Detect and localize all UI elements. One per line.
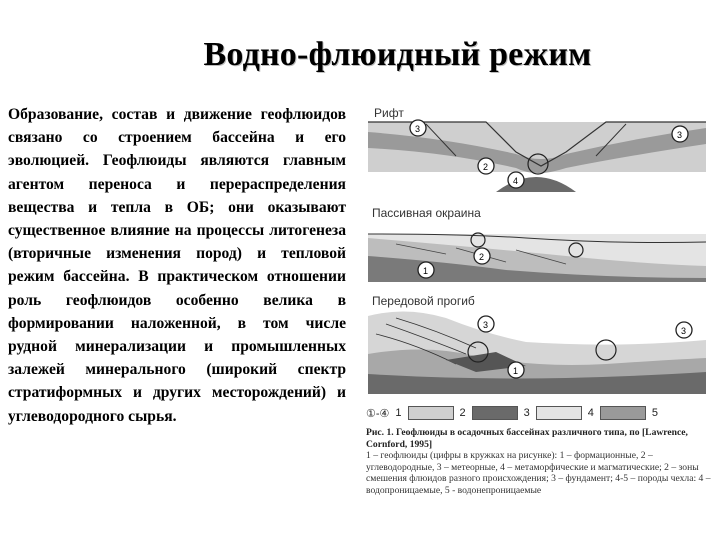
svg-text:3: 3 (681, 326, 687, 336)
rift-label: Рифт (374, 106, 404, 120)
legend-label-1: 1 (395, 407, 402, 419)
legend-label-5: 5 (651, 407, 659, 419)
legend-swatch-4 (536, 406, 582, 420)
legend-label-4: 4 (587, 407, 594, 419)
foreland-basin-diagram (366, 294, 708, 400)
foreland-basin-panel (366, 294, 708, 400)
svg-text:2: 2 (479, 252, 485, 262)
geofluid-figure (362, 104, 714, 524)
svg-text:1: 1 (423, 266, 429, 276)
foreland-basin-label: Передовой прогиб (372, 294, 475, 308)
page-title: Водно-флюидный режим (203, 36, 592, 73)
legend-label-3: 3 (523, 407, 530, 419)
legend-swatch-2 (408, 406, 454, 420)
figure-caption (366, 427, 714, 497)
passive-margin-panel (366, 204, 708, 286)
svg-text:1: 1 (513, 366, 519, 376)
caption-heading: Рис. 1. Геофлюиды в осадочных бассейнах различного типа, по [Lawrence, Cornford, 1995] (366, 427, 688, 450)
svg-text:2: 2 (483, 162, 489, 172)
legend-swatch-3 (472, 406, 518, 420)
body-paragraph: Образование, состав и движение геофлюидов связано со строением бассейна и его эволюцией. Геофлюиды являются главным агентом переноса и перераспределения вещества и тепла в ОБ; они оказывают существенное влияние на процессы литогенеза (вторичные изменения пород) и тепловой режим бассейна. В практическом отношении роль геофлюидов особенно велика в формировании наложенной, в том числе рудной минерализации и промышленных залежей минерального (широкий спектр стратиформных и других месторождений) и углеводородного сырья. (8, 106, 346, 425)
svg-text:4: 4 (513, 176, 519, 186)
caption-body: 1 – геофлюиды (цифры в кружках на рисунке): 1 – формационные, 2 – углеводородные, 3 – метеорные, 4 – метаморфические и магматические; 2 – зоны смешения флюидов разного происхождения; 3 – фундамент; 4-5 – породы чехла: 4 – водопроницаемые, 5 - водонепроницаемые (366, 450, 711, 496)
svg-text:3: 3 (415, 124, 421, 134)
legend-item-fluids: ①-④ (366, 407, 390, 420)
figure-legend (366, 404, 708, 422)
svg-text:3: 3 (677, 130, 683, 140)
svg-text:3: 3 (483, 320, 489, 330)
legend-label-2: 2 (459, 407, 466, 419)
legend-swatch-5 (600, 406, 646, 420)
passive-margin-label: Пассивная окраина (372, 206, 481, 220)
rift-panel (366, 104, 708, 192)
rift-diagram (366, 104, 708, 192)
